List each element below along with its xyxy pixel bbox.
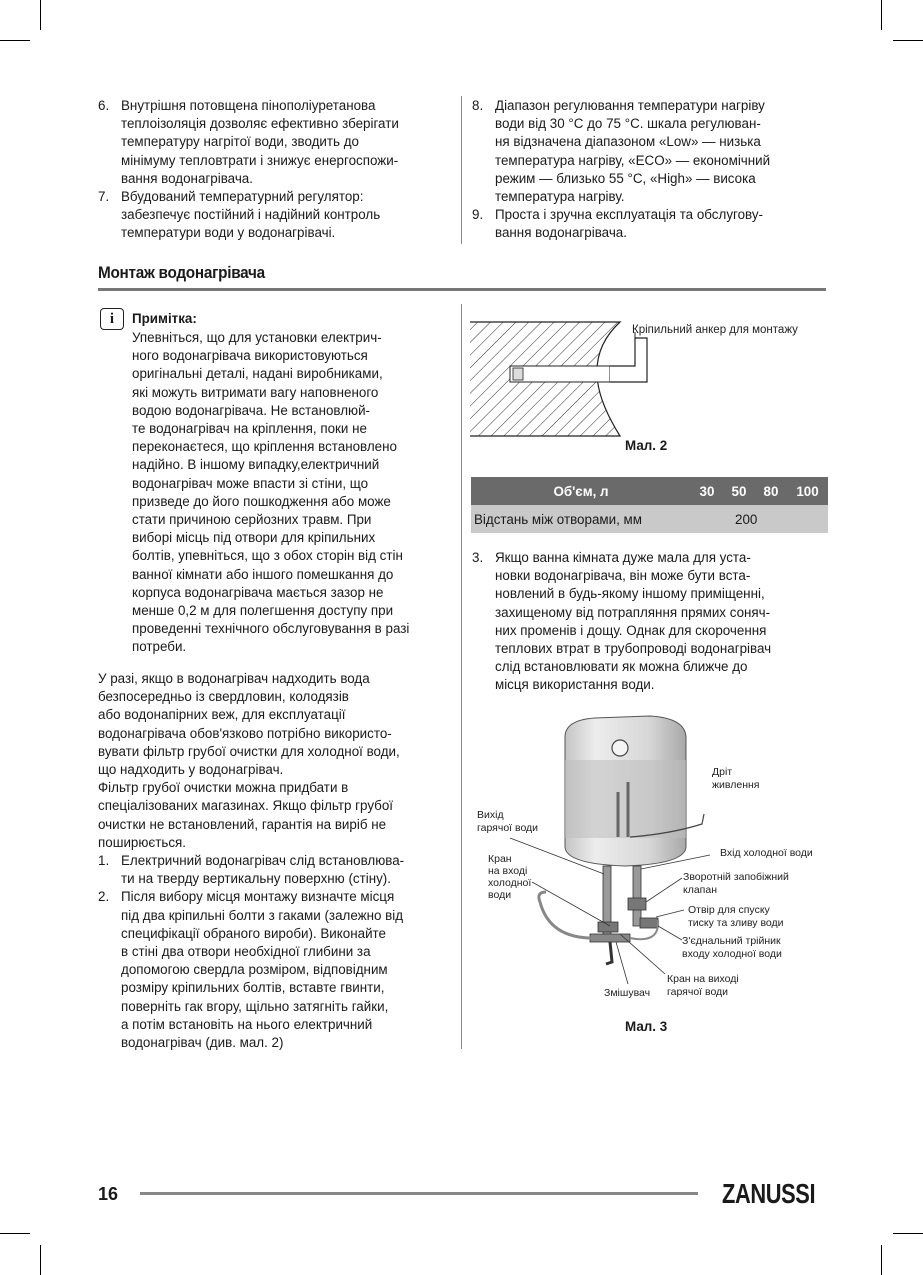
- text-line: водонагрівач (див. мал. 2): [121, 1035, 284, 1051]
- text-line: Упевніться, що для установки електрич-: [132, 330, 382, 345]
- label-power: Дріт: [712, 766, 733, 778]
- text-line: специфікації обраного вироби). Виконайте: [121, 925, 386, 941]
- text-line: температури води у водонагрівачі.: [121, 225, 336, 241]
- text-line: розміру кріпильних болтів, вставте гвинти,: [121, 980, 385, 996]
- text-line: ня відзначена діапазоном «Low» — низька: [495, 134, 761, 150]
- text-line: водонагрівач може впасти зі стіни, що: [132, 475, 369, 491]
- right-list: [472, 549, 832, 695]
- label-check-valve: Зворотній запобіжний: [683, 871, 789, 883]
- table-header-cell: 80: [755, 477, 787, 505]
- label-cold-valve: холодної: [488, 877, 532, 889]
- table-cell-value: 200: [691, 505, 828, 533]
- text-line: ти на тверду вертикальну поверхню (стіну).: [121, 871, 391, 887]
- svg-text:З'єднальний трійник входу: [682, 935, 784, 960]
- table-header-cell: 100: [787, 477, 828, 505]
- figure-3-caption: Мал. 3: [625, 1019, 668, 1034]
- label-cold-valve: на вході: [488, 865, 528, 877]
- text-line: очистки не встановлений, гарантія на виріб не: [98, 816, 387, 832]
- label-tee: З'єднальний трійник: [682, 935, 781, 947]
- figure-2-caption: Мал. 2: [625, 438, 668, 453]
- text-line: призведе до його пошкодження або може: [132, 493, 391, 509]
- text-line: місця використання води.: [495, 677, 655, 693]
- label-hot-out: гарячої води: [477, 822, 539, 834]
- list-item: 6. Внутрішня потовщена пінополіуретанова теплоізоляція дозволяє ефективно зберігати температуру нагрітої води, зводить до мінімуму тепловтрати і знижує енергоспожи- вання водонагрівача.: [98, 97, 454, 188]
- text-line: які можуть витримати вагу наповненого: [132, 384, 379, 400]
- text-line: Проста і зручна експлуатація та обслугову-: [495, 207, 764, 223]
- mixer-spout: [606, 942, 612, 964]
- text-line: те водонагрівач на кріплення, поки не: [132, 421, 367, 437]
- text-line: допомогою свердла розміром, відповідним: [121, 962, 388, 978]
- text-line: слід встановлювати як можна ближче до: [495, 659, 748, 675]
- top-left-list: [98, 97, 454, 243]
- distance-table: [471, 477, 828, 533]
- table-row: [471, 505, 828, 533]
- text-line: новлений в будь-якому іншому приміщенні,: [495, 586, 765, 602]
- table-header-row: [471, 477, 828, 505]
- column-divider: [461, 96, 462, 244]
- text-line: потреби.: [132, 639, 187, 655]
- table-header-cell: 50: [723, 477, 755, 505]
- text-line: вувати фільтр грубої очистки для холодної води,: [98, 743, 400, 759]
- crop-mark: [40, 1245, 41, 1275]
- text-line: температура нагріву, «ECO» — економічний: [495, 152, 771, 168]
- anchor-label: Кріпильний анкер для монтажу: [632, 324, 798, 336]
- text-line: надійно. В іншому випадку,електричний: [132, 457, 380, 473]
- tee-fitting: [640, 918, 658, 928]
- text-line: поверніть гак вгору, щільно затягніть гайки,: [121, 998, 389, 1014]
- text-line: переконаєтеся, що кріплення встановлено: [132, 439, 397, 455]
- page-number: 16: [98, 1184, 119, 1204]
- section-title: Монтаж водонагрівача: [98, 263, 265, 282]
- text-line: Внутрішня потовщена пінополіуретанова: [121, 98, 376, 113]
- label-cold-in: Вхід холодної води: [720, 847, 813, 859]
- text-line: Після вибору місця монтажу визначте місця: [121, 889, 395, 905]
- crop-mark: [881, 0, 882, 30]
- text-line: Вбудований температурний регулятор:: [121, 189, 364, 205]
- crop-mark: [893, 1233, 923, 1234]
- list-item: 8. Діапазон регулювання температури нагріву води від 30 °С до 75 °С. шкала регулюван- ня відзначена діапазоном «Low» — низька температура нагріву, «ECO» — економічний режим — близько 55 °С, «High» — висока температура нагріву.: [472, 97, 832, 206]
- list-item: 3. Якщо ванна кімната дуже мала для уста- новки водонагрівача, він може бути вста- новлений в будь-якому іншому приміщенні, захищеному від потрапляння прямих соняч- них променів і дощу. Однак для скорочення теплових втрат в трубопроводі водонагрівач слід встановлювати як можна ближче до місця використання води.: [472, 549, 832, 695]
- column-divider: [461, 304, 462, 1049]
- text-line: а потім встановіть на нього електричний: [121, 1016, 373, 1032]
- text-line: болтів, упевніться, що з обох сторін від стін: [132, 548, 403, 564]
- text-line: вання водонагрівача.: [121, 170, 253, 186]
- text-line: теплових втрат в трубопроводі водонагрівач: [495, 641, 772, 657]
- text-line: температура нагріву.: [495, 189, 625, 205]
- text-line: ванної кімнати або іншого помешкання до: [132, 566, 394, 582]
- svg-text:Кран на виході гарячої вод: [667, 973, 742, 998]
- text-line: безпосередньо із свердловин, колодязів: [98, 689, 349, 705]
- cold-pipe: [633, 866, 641, 926]
- text-line: водонагрівача обов'язково потрібно використо-: [98, 725, 392, 741]
- info-icon: i: [100, 308, 124, 330]
- text-line: виборі місць під отвори для кріпильних: [132, 530, 376, 546]
- text-line: поширюється.: [98, 834, 187, 850]
- text-line: спеціалізованих магазинах. Якщо фільтр грубої: [98, 798, 394, 814]
- text-line: стати причиною серйозних травм. При: [132, 512, 372, 528]
- note-title: Примітка:: [132, 311, 197, 326]
- crop-mark: [40, 0, 41, 30]
- text-line: під два кріпильні болти з гаками (залежно від: [121, 907, 404, 923]
- label-hot-out: Вихід: [477, 809, 504, 821]
- section-rule: [98, 288, 826, 291]
- thermometer-dial: [612, 740, 628, 756]
- label-drain: Отвір для спуску: [688, 904, 770, 916]
- crop-mark: [0, 40, 30, 41]
- text-line: них променів і дощу. Однак для скорочення: [495, 622, 767, 638]
- label-cold-valve: води: [488, 889, 512, 901]
- text-line: Фільтр грубої очистки можна придбати в: [98, 780, 349, 796]
- label-power: живлення: [712, 779, 760, 791]
- text-line: або водонапірних веж, для експлуатації: [98, 707, 346, 723]
- text-line: температуру нагрітої води, зводить до: [121, 134, 359, 150]
- body-paragraph: [98, 670, 454, 852]
- figure-3-heater-connection: [470, 712, 830, 1007]
- text-line: мінімуму тепловтрати і знижує енергоспожи-: [121, 152, 399, 168]
- figure-2-wall-anchor: [470, 304, 830, 454]
- text-line: забезпечує постійний і надійний контроль: [121, 207, 381, 223]
- text-line: Електричний водонагрівач слід встановлюва-: [121, 853, 405, 868]
- text-line: водою водонагрівача. Не встановлюй-: [132, 402, 371, 418]
- anchor-bolt: [510, 366, 610, 382]
- text-line: захищеному від потрапляння прямих соняч-: [495, 604, 771, 620]
- tank-window: [565, 760, 686, 838]
- label-cold-valve: Кран: [488, 853, 512, 865]
- crop-mark: [0, 1233, 30, 1234]
- crop-mark: [881, 1245, 882, 1275]
- text-line: теплоізоляція дозволяє ефективно зберігати: [121, 116, 399, 132]
- text-line: У разі, якщо в водонагрівач надходить вода: [98, 671, 370, 686]
- footer-rule: [140, 1192, 698, 1195]
- shower-hose: [539, 892, 598, 938]
- text-line: в стіні два отвори необхідної глибини за: [121, 944, 371, 960]
- label-drain: тиску та зливу води: [688, 917, 784, 929]
- anchor-nut: [513, 368, 523, 380]
- table-cell-label: Відстань між отворами, мм: [471, 505, 691, 533]
- label-mixer: Змішувач: [604, 987, 651, 999]
- svg-text:Зворотній запобіжний клапа: [683, 871, 792, 896]
- list-item: 1. Електричний водонагрівач слід встановлюва- ти на тверду вертикальну поверхню (стіну).: [98, 852, 454, 888]
- text-line: ного водонагрівача використовуються: [132, 348, 368, 364]
- text-line: новки водонагрівача, він може бути вста-: [495, 568, 751, 584]
- hot-valve: [598, 922, 618, 932]
- table-header-cell: Об'єм, л: [471, 477, 691, 505]
- text-line: менше 0,2 м для полегшення доступу при: [132, 603, 394, 619]
- label-hot-valve: Кран на виході: [667, 973, 739, 985]
- text-line: проведенні технічного обслуговування в разі: [132, 621, 410, 637]
- text-line: води від 30 °С до 75 °С. шкала регулюван-: [495, 116, 761, 132]
- check-valve: [628, 898, 646, 910]
- svg-text:Отвір для спуску тиску та: [688, 904, 784, 929]
- text-line: режим — близько 55 °С, «High» — висока: [495, 170, 756, 186]
- note-text: [132, 329, 454, 657]
- text-line: Діапазон регулювання температури нагріву: [495, 98, 765, 113]
- label-hot-valve: гарячої води: [667, 986, 729, 998]
- list-item: 2. Після вибору місця монтажу визначте місця під два кріпильні болти з гаками (залежно від специфікації обраного вироби). Виконайте в стіні два отвори необхідної глибини за допомогою свердла розміром, відповідним розміру кріпильних болтів, вставте гвинти, поверніть гак вгору, щільно затягніть гайки, а потім встановіть на нього електричний водонагрівач (див. мал. 2): [98, 888, 454, 1052]
- crop-mark: [893, 40, 923, 41]
- text-line: вання водонагрівача.: [495, 225, 627, 241]
- list-item: 9. Проста і зручна експлуатація та обслугову- вання водонагрівача.: [472, 206, 832, 242]
- svg-text:Кран на вході холодної: [488, 853, 534, 901]
- text-line: корпуса водонагрівача мається зазор не: [132, 584, 384, 600]
- table-header-cell: 30: [691, 477, 723, 505]
- anchor-hook: [610, 338, 647, 382]
- svg-text:Вихід гарячої води: [477, 809, 538, 834]
- install-steps-list: [98, 852, 454, 1052]
- label-tee: входу холодної води: [682, 948, 782, 960]
- label-check-valve: клапан: [683, 884, 718, 896]
- top-right-list: [472, 97, 832, 243]
- text-line: оригінальні деталі, надані виробниками,: [132, 366, 383, 382]
- text-line: що надходить у водонагрівач.: [98, 762, 284, 778]
- brand-logo: ZANUSSI: [722, 1178, 816, 1209]
- text-line: Якщо ванна кімната дуже мала для уста-: [495, 550, 751, 565]
- list-item: 7. Вбудований температурний регулятор: забезпечує постійний і надійний контроль температури води у водонагрівачі.: [98, 188, 454, 243]
- svg-text:Дріт живлення: [712, 766, 759, 791]
